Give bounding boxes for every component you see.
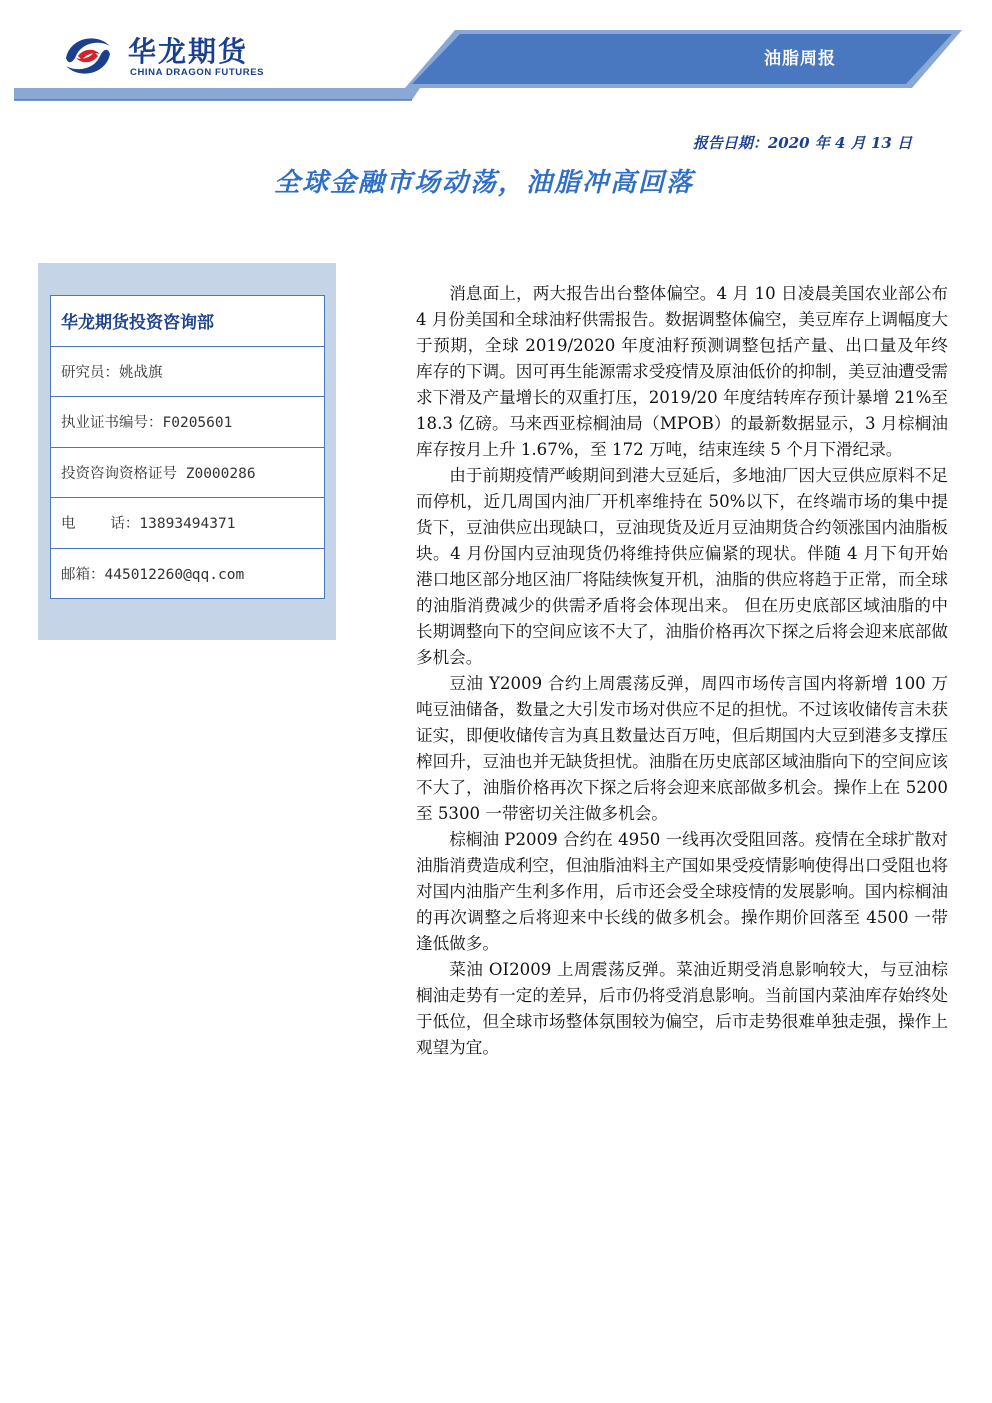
paragraph-soybean-oil: 豆油 Y2009 合约上周震荡反弹，周四市场传言国内将新增 100 万吨豆油储备，数量之大引发市场对供应不足的担忧。不过该收储传言未获证实，即便收储传言为真且数量达百万吨，但后期国内大豆到港多支撑压榨回升，豆油也并无缺货担忧。油脂在历史底部区域油脂向下的空间应该不大了，油脂价格再次下探之后将会迎来底部做多机会。操作上在 5200 至 5300 一带密切关注做多机会。 xyxy=(416,674,948,823)
report-type-label: 油脂周报 xyxy=(764,49,836,69)
contact-panel xyxy=(38,263,336,640)
report-date: 报告日期：2020 年 4 月 13 日 xyxy=(692,134,912,152)
dragon-swirl-logo-icon xyxy=(60,28,116,84)
phone-number: 电 话：13893494371 xyxy=(51,498,324,549)
researcher-name: 研究员：姚战旗 xyxy=(51,347,324,398)
paragraph-news: 消息面上，两大报告出台整体偏空。4 月 10 日凌晨美国农业部公布 4 月份美国和全球油籽供需报告。数据调整体偏空，美豆库存上调幅度大于预期，全球 2019/2020 年度油籽预测调整包括产量、出口量及年终库存的下调。因可再生能源需求受疫情及原油低价的抑制，美豆油遭受需求下滑及产量增长的双重打压，2019/20 年度结转库存预计暴增 21%至 18.3 亿磅。马来西亚棕榈油局（MPOB）的最新数据显示，3 月棕榈油库存按月上升 1.67%，至 172 万吨，结束连续 5 个月下滑纪录。 xyxy=(416,284,948,459)
brand-name-en: CHINA DRAGON FUTURES xyxy=(130,67,265,78)
paragraph-rapeseed-oil: 菜油 OI2009 上周震荡反弹。菜油近期受消息影响较大，与豆油棕榈油走势有一定的差异，后市仍将受消息影响。当前国内菜油库存始终处于低位，但全球市场整体氛围较为偏空，后市走势很难单独走强，操作上观望为宜。 xyxy=(416,960,948,1057)
qualification-number: 投资咨询资格证号 Z0000286 xyxy=(51,448,324,499)
department-name: 华龙期货投资咨询部 xyxy=(51,296,324,347)
page-header xyxy=(0,0,992,110)
report-body xyxy=(416,281,948,1061)
email-address: 邮箱：445012260@qq.com xyxy=(61,566,245,583)
paragraph-palm-oil: 棕榈油 P2009 合约在 4950 一线再次受阻回落。疫情在全球扩散对油脂消费造成利空，但油脂油料主产国如果受疫情影响使得出口受阻也将对国内油脂产生利多作用，后市还会受全球疫情的发展影响。国内棕榈油的再次调整之后将迎来中长线的做多机会。操作期价回落至 4500 一带逢低做多。 xyxy=(416,830,948,953)
license-number: 执业证书编号：F0205601 xyxy=(51,397,324,448)
document-title: 全球金融市场动荡，油脂冲高回落 xyxy=(273,168,694,198)
brand-name-cn: 华龙期货 xyxy=(128,35,249,68)
paragraph-supply: 由于前期疫情严峻期间到港大豆延后，多地油厂因大豆供应原料不足而停机，近几周国内油厂开机率维持在 50%以下，在终端市场的集中提货下，豆油供应出现缺口，豆油现货及近月豆油期货合约领涨国内油脂板块。4 月份国内豆油现货仍将维持供应偏紧的现状。伴随 4 月下旬开始港口地区部分地区油厂将陆续恢复开机，油脂的供应将趋于正常，而全球的油脂消费减少的供需矛盾将会体现出来。 但在历史底部区域油脂的中长期调整向下的空间应该不大了，油脂价格再次下探之后将会迎来底部做多机会。 xyxy=(416,466,948,667)
contact-card xyxy=(50,295,325,599)
